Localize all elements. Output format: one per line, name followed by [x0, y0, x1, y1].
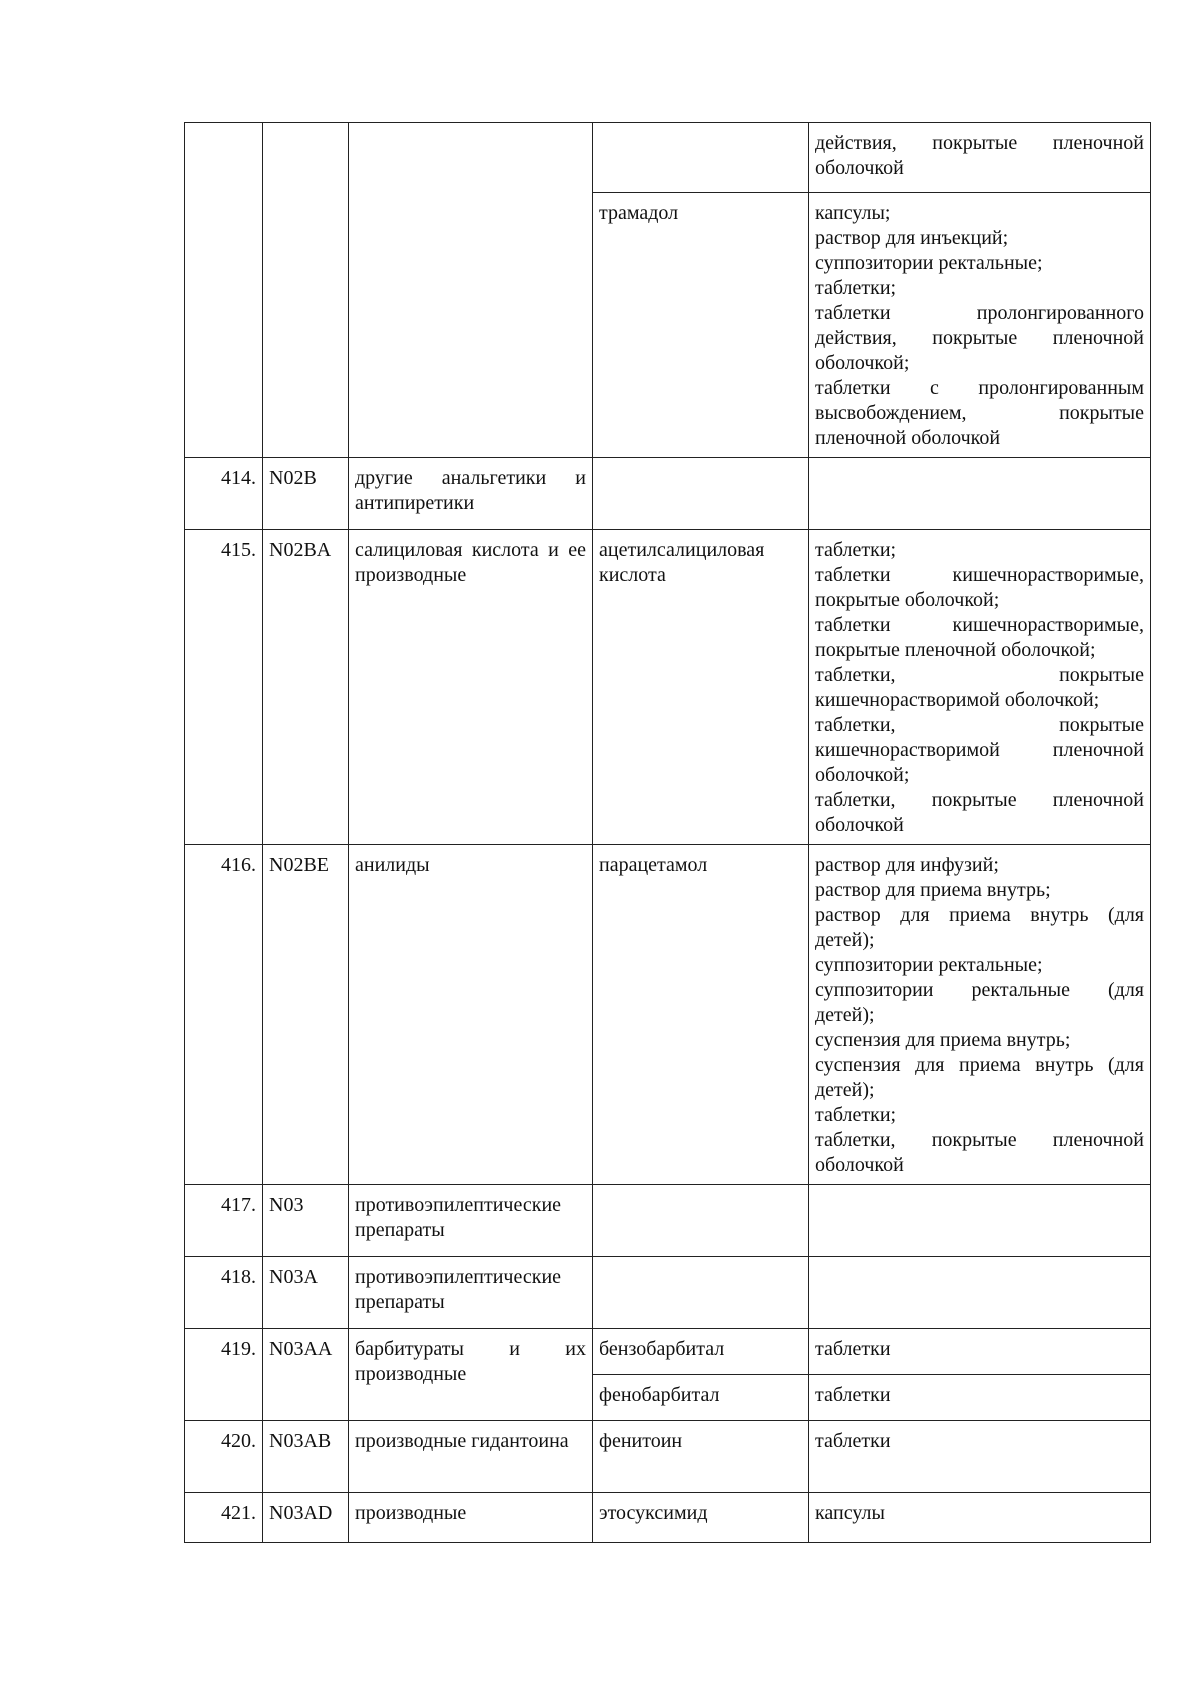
dosage-form-line: детей);: [815, 1079, 875, 1101]
dosage-form-line: кишечнорастворимой оболочкой;: [815, 689, 1100, 711]
dosage-form-line: таблетки, покрытые пленочной: [815, 1129, 1144, 1151]
dosage-form-line: таблетки: [815, 1384, 891, 1406]
atc-code-cell: N02BE: [263, 845, 349, 1185]
dosage-form-line: оболочкой: [815, 1154, 904, 1176]
drug-name-cell: [593, 1257, 809, 1329]
drug-name-cell: бензобарбитал: [593, 1329, 809, 1375]
dosage-forms-cell: [809, 123, 1151, 193]
dosage-form-line: капсулы;: [815, 202, 891, 224]
drug-name-cell: [593, 458, 809, 530]
medication-table: [184, 122, 1151, 1543]
row-number-cell: 415.: [185, 530, 263, 845]
dosage-form-line: пленочной оболочкой: [815, 427, 1001, 449]
group-cell: другие анальгетики и антипиретики: [349, 458, 593, 530]
dosage-form-line: таблетки;: [815, 539, 897, 561]
dosage-form-line: раствор для приема внутрь (для: [815, 904, 1144, 926]
group-cell: противоэпилептические препараты: [349, 1257, 593, 1329]
dosage-form-line: высвобождением, покрытые: [815, 402, 1144, 424]
row-number-cell: 421.: [185, 1493, 263, 1543]
dosage-form-line: таблетки, покрытые: [815, 664, 1144, 686]
row-number-cell: 417.: [185, 1185, 263, 1257]
dosage-form-line: оболочкой: [815, 157, 904, 179]
dosage-form-line: капсулы: [815, 1502, 885, 1524]
dosage-form-line: действия, покрытые пленочной: [815, 327, 1144, 349]
dosage-form-line: суппозитории ректальные;: [815, 954, 1043, 976]
dosage-form-line: покрытые пленочной оболочкой;: [815, 639, 1096, 661]
table-row: [185, 1329, 1151, 1375]
dosage-forms-cell: [809, 1421, 1151, 1493]
dosage-forms-cell: [809, 1185, 1151, 1257]
dosage-form-line: таблетки пролонгированного: [815, 302, 1144, 324]
dosage-form-line: таблетки: [815, 1338, 891, 1360]
row-number-cell: 414.: [185, 458, 263, 530]
table-row: [185, 530, 1151, 845]
group-cell: производные гидантоина: [349, 1421, 593, 1493]
group-cell: салициловая кислота и ее производные: [349, 530, 593, 845]
dosage-form-line: покрытые оболочкой;: [815, 589, 1000, 611]
atc-code-cell: N03AD: [263, 1493, 349, 1543]
table-row: [185, 1185, 1151, 1257]
dosage-form-line: суспензия для приема внутрь;: [815, 1029, 1071, 1051]
atc-code-cell: N02BA: [263, 530, 349, 845]
group-cell: барбитураты и их производные: [349, 1329, 593, 1421]
atc-code-cell: [263, 123, 349, 458]
table-row: [185, 1421, 1151, 1493]
dosage-form-line: раствор для приема внутрь;: [815, 879, 1051, 901]
dosage-form-line: кишечнорастворимой пленочной: [815, 739, 1144, 761]
table-row: [185, 123, 1151, 193]
table-row: [185, 1257, 1151, 1329]
dosage-form-line: таблетки: [815, 1430, 891, 1452]
row-number-cell: 418.: [185, 1257, 263, 1329]
drug-name-cell: [593, 1185, 809, 1257]
drug-name-cell: трамадол: [593, 193, 809, 458]
atc-code-cell: N03A: [263, 1257, 349, 1329]
drug-name-cell: ацетилсалициловая кислота: [593, 530, 809, 845]
atc-code-cell: N02B: [263, 458, 349, 530]
dosage-form-line: детей);: [815, 929, 875, 951]
row-number-cell: 416.: [185, 845, 263, 1185]
row-number-cell: 420.: [185, 1421, 263, 1493]
group-cell: [349, 123, 593, 458]
dosage-form-line: таблетки кишечнорастворимые,: [815, 614, 1144, 636]
dosage-form-line: таблетки кишечнорастворимые,: [815, 564, 1144, 586]
dosage-form-line: суспензия для приема внутрь (для: [815, 1054, 1144, 1076]
dosage-form-line: суппозитории ректальные (для: [815, 979, 1144, 1001]
dosage-form-line: таблетки;: [815, 1104, 897, 1126]
dosage-forms-cell: [809, 1257, 1151, 1329]
drug-name-cell: [593, 123, 809, 193]
group-cell: производные: [349, 1493, 593, 1543]
dosage-forms-cell: [809, 1329, 1151, 1375]
dosage-form-line: таблетки;: [815, 277, 897, 299]
table-row: [185, 1493, 1151, 1543]
dosage-forms-cell: [809, 458, 1151, 530]
dosage-form-line: действия, покрытые пленочной: [815, 132, 1144, 154]
dosage-forms-cell: [809, 193, 1151, 458]
row-number-cell: 419.: [185, 1329, 263, 1421]
dosage-forms-cell: [809, 845, 1151, 1185]
row-number-cell: [185, 123, 263, 458]
dosage-form-line: таблетки, покрытые пленочной: [815, 789, 1144, 811]
dosage-forms-cell: [809, 530, 1151, 845]
table-row: [185, 845, 1151, 1185]
atc-code-cell: N03AB: [263, 1421, 349, 1493]
dosage-form-line: суппозитории ректальные;: [815, 252, 1043, 274]
dosage-form-line: оболочкой;: [815, 352, 910, 374]
dosage-form-line: детей);: [815, 1004, 875, 1026]
atc-code-cell: N03: [263, 1185, 349, 1257]
dosage-form-line: раствор для инфузий;: [815, 854, 999, 876]
group-cell: противоэпилептические препараты: [349, 1185, 593, 1257]
drug-name-cell: этосуксимид: [593, 1493, 809, 1543]
table-row: [185, 458, 1151, 530]
drug-name-cell: фенобарбитал: [593, 1375, 809, 1421]
dosage-forms-cell: [809, 1493, 1151, 1543]
atc-code-cell: N03AA: [263, 1329, 349, 1421]
dosage-form-line: таблетки с пролонгированным: [815, 377, 1144, 399]
drug-name-cell: фенитоин: [593, 1421, 809, 1493]
dosage-form-line: таблетки, покрытые: [815, 714, 1144, 736]
dosage-forms-cell: [809, 1375, 1151, 1421]
dosage-form-line: раствор для инъекций;: [815, 227, 1009, 249]
drug-name-cell: парацетамол: [593, 845, 809, 1185]
dosage-form-line: оболочкой;: [815, 764, 910, 786]
dosage-form-line: оболочкой: [815, 814, 904, 836]
group-cell: анилиды: [349, 845, 593, 1185]
